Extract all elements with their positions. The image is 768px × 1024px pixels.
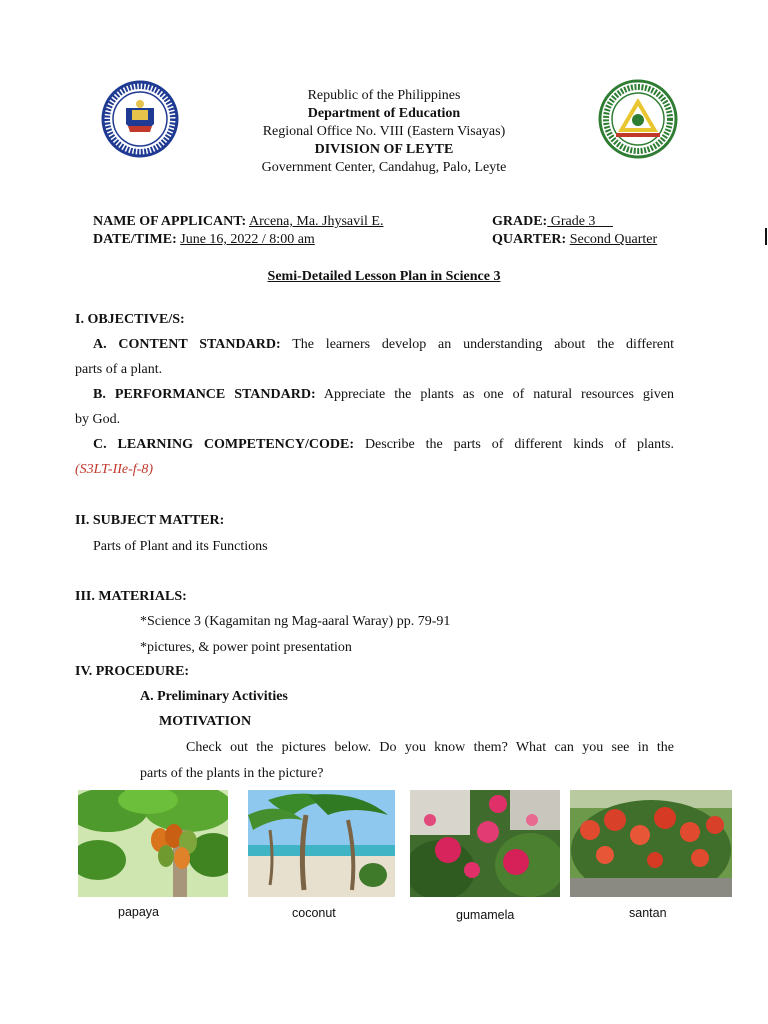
motivation-prompt-cont: parts of the plants in the picture? <box>140 766 324 781</box>
motivation-heading: MOTIVATION <box>159 714 252 729</box>
content-standard-line <box>93 337 674 353</box>
performance-standard-label: B. PERFORMANCE STANDARD: <box>93 387 316 402</box>
text-cursor <box>765 228 767 245</box>
santan-caption: santan <box>629 906 667 920</box>
date-value: June 16, 2022 / 8:00 am <box>180 232 315 247</box>
subject-matter-heading: II. SUBJECT MATTER: <box>75 513 225 528</box>
materials-heading: III. MATERIALS: <box>75 589 187 604</box>
content-standard-text-cont: parts of a plant. <box>75 362 163 377</box>
performance-standard-text: Appreciate the plants as one of natural resources given <box>323 387 675 402</box>
materials-item: *pictures, & power point presentation <box>140 640 352 655</box>
learning-competency-code: (S3LT-IIe-f-8) <box>75 462 153 477</box>
name-value: Arcena, Ma. Jhysavil E. <box>248 214 384 229</box>
performance-standard-text-cont: by God. <box>75 412 121 427</box>
learning-competency-line <box>93 437 674 453</box>
coconut-picture <box>248 790 395 897</box>
applicant-name-row <box>93 214 383 230</box>
header-division: DIVISION OF LEYTE <box>314 142 454 157</box>
motivation-prompt: Check out the pictures below. Do you know them? What can you see in the <box>186 740 674 755</box>
objectives-heading: I. OBJECTIVE/S: <box>75 312 185 327</box>
date-row <box>93 232 315 248</box>
papaya-caption: papaya <box>118 905 160 919</box>
content-standard-text: The learners develop an understanding about the different <box>292 337 674 352</box>
name-label: NAME OF APPLICANT: <box>93 214 247 229</box>
header-republic: Republic of the Philippines <box>307 88 461 103</box>
content-standard-label: A. CONTENT STANDARD: <box>93 337 281 352</box>
lesson-plan-title: Semi-Detailed Lesson Plan in Science 3 <box>267 269 501 284</box>
learning-competency-text: Describe the parts of different kinds of plants. <box>364 437 674 452</box>
quarter-value: Second Quarter <box>569 232 658 247</box>
learning-competency-label: C. LEARNING COMPETENCY/CODE: <box>93 437 355 452</box>
preliminary-activities-heading: A. Preliminary Activities <box>140 689 288 704</box>
subject-matter-text: Parts of Plant and its Functions <box>93 539 268 554</box>
coconut-caption: coconut <box>292 906 336 920</box>
materials-item: *Science 3 (Kagamitan ng Mag-aaral Waray) pp. 79-91 <box>140 614 451 629</box>
papaya-picture <box>78 790 228 897</box>
grade-label: GRADE: <box>492 214 548 229</box>
gumamela-picture <box>410 790 560 897</box>
santan-picture <box>570 790 732 897</box>
header-department: Department of Education <box>307 106 461 121</box>
header-regional-office: Regional Office No. VIII (Eastern Visayas) <box>262 124 506 139</box>
procedure-heading: IV. PROCEDURE: <box>75 664 190 679</box>
performance-standard-line <box>93 387 674 403</box>
date-label: DATE/TIME: <box>93 232 177 247</box>
grade-value: Grade 3 <box>547 214 613 229</box>
gumamela-caption: gumamela <box>456 908 515 922</box>
quarter-row <box>492 232 657 248</box>
quarter-label: QUARTER: <box>492 232 567 247</box>
grade-row <box>492 214 613 230</box>
header-address: Government Center, Candahug, Palo, Leyte <box>261 160 507 175</box>
